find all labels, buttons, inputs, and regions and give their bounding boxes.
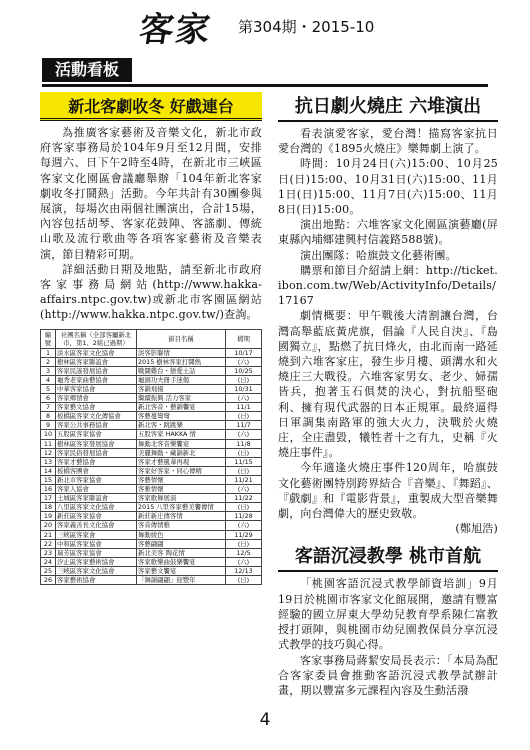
article-paragraph: 演出團隊：哈旗鼓文化藝術團。 (300, 248, 457, 262)
table-cell: 19 (41, 512, 56, 521)
table-cell: 15 (41, 475, 56, 484)
article-paragraph: 劇情概要：甲午戰後大清割讓台灣，台灣高舉藍底黃虎旗，倡論『人民自決』、『島國獨立』，點燃了抗日烽火，由北而南一路延燒到六堆客家庄，發生步月樓、頭溝水和火燒庄三大戰役。六堆客家男女、老少、婦孺皆兵，抱著玉石俱焚的決心，對抗船堅砲利、擁有現代武器的日本正規軍。最終逼得日軍調集南路軍的強大火力，決戰於火燒庄，全庄盡毀，犧牲者十之有九，史稱『火燒庄事件』。 (278, 309, 498, 460)
table-cell: 11/21 (226, 475, 262, 484)
table-cell: 樹林區客家發展協會 (56, 439, 137, 448)
table-cell: 22 (41, 539, 56, 548)
table-cell: (日) (226, 466, 262, 475)
left-paragraph: 為推廣客家藝術及音樂文化，新北市政府客家事務局於104年9月至12月間，安排每週六、日下午2時至4時，在新北市三峽區客家文化園區會議廳舉辦「104年新北客家劇收冬打鬪熱」活動。今年共計有30團參與展演，每場次由兩個社團演出，合計15場，內容包括胡琴、客家花鼓陣、客謠劇、傳統山歌及流行歌曲等各項客家藝術及音樂表演，節目精彩可期。 (40, 126, 262, 261)
right-headline-2: 客語沉浸教學 桃市首航 (278, 542, 498, 572)
table-cell: 1 (41, 348, 56, 357)
table-cell: 16 (41, 485, 56, 494)
section-rule (42, 84, 488, 87)
table-cell: 舞動北客音樂饗宴 (137, 439, 226, 448)
table-cell: 戰鬪雞台・戀愛土話 (137, 366, 226, 375)
table-cell: 淡客影聯情 (137, 348, 226, 357)
table-cell: 龜頭功夫冊手迷偈 (137, 375, 226, 384)
table-row (41, 412, 262, 421)
table-cell: (六) (226, 430, 262, 439)
table-cell: 11/7 (226, 421, 262, 430)
table-cell: 10/17 (226, 348, 262, 357)
table-cell: 12 (41, 448, 56, 457)
table-cell: 3 (41, 366, 56, 375)
table-row (41, 366, 262, 375)
table-cell: 客家鄉情會 (56, 394, 137, 403)
table-cell: 五股區客家協會 (56, 430, 137, 439)
table-cell: (日) (226, 412, 262, 421)
table-cell: 2015 樹林客家打鬪熱 (137, 357, 226, 366)
table-cell: 9 (41, 421, 56, 430)
table-cell: 11/15 (226, 457, 262, 466)
table-cell: 八里區客家文化協會 (56, 503, 137, 512)
left-headline: 新北客劇收冬 好戲連台 (40, 92, 262, 121)
table-row (41, 403, 262, 412)
article-paragraph: 演出地點：六堆客家文化園區演藝廳(屏東縣內埔鄉建興村信義路588號)。 (278, 218, 498, 247)
table-cell: 客家藝文饗宴 (137, 566, 226, 575)
newspaper-logo: 客家 (136, 10, 215, 50)
table-cell: 7 (41, 403, 56, 412)
left-column (40, 92, 262, 585)
table-cell: 新北客・跳跳樂 (137, 421, 226, 430)
table-cell: 客家歌樂曲鼓樂饗宴 (137, 557, 226, 566)
table-cell: (日) (226, 375, 262, 384)
table-row (41, 448, 262, 457)
table-cell: (日) (226, 448, 262, 457)
left-paragraph: 詳細活動日期及地點，請至新北市政府客家事務局網站(http://www.hakka-affairs.ntpc.gov.tw)或新北市客園區網站(http://www.hakka.ntpc.gov.tw/)查詢。 (40, 262, 262, 322)
table-cell: 客家義善長文化協會 (56, 521, 137, 530)
table-row (41, 548, 262, 557)
table-cell: 土城區客家聯誼會 (56, 494, 137, 503)
table-row (41, 385, 262, 394)
table-cell: 客韻飛揚 (137, 385, 226, 394)
table-row (41, 557, 262, 566)
table-row (41, 466, 262, 475)
table-cell: 客家好客家・同心傳精 (137, 466, 226, 475)
table-cell: 10/31 (226, 385, 262, 394)
table-cell: 14 (41, 466, 56, 475)
table-row (41, 575, 262, 584)
section-label: 活動看板 (42, 58, 132, 82)
table-cell: 客家歌舞展演 (137, 494, 226, 503)
table-cell: (六) (226, 485, 262, 494)
table-row (41, 530, 262, 539)
table-cell: 五股客家 HAKKA 情 (137, 430, 226, 439)
table-cell: 客藝蔓彎彎 (137, 412, 226, 421)
table-cell: 客家藝文協會 (56, 403, 137, 412)
table-cell: 客家人協會 (56, 485, 137, 494)
article-paragraph: 客家事務局蔣絜安局長表示：「本局為配合客家委員會推動客語沉浸式教學試辦計畫，期以豐富多元課程內容及生動活潑 (278, 653, 498, 697)
table-cell: 中和區客家協會 (56, 539, 137, 548)
table-cell: (六) (226, 394, 262, 403)
table-cell: (六) (226, 557, 262, 566)
table-cell: 新北市客家協會 (56, 475, 137, 484)
table-cell: (六) (226, 357, 262, 366)
table-cell: 客音傳情雅 (137, 521, 226, 530)
article-paragraph: 時間：10月24日(六)15:00、10月25日(日)15:00、10月31日(六)15:00、11月1日(日)15:00、11月7日(六)15:00、11月8日(日)15:00。 (278, 157, 498, 217)
table-row (41, 475, 262, 484)
author-signature: (鄭旭浩) (455, 522, 498, 536)
table-cell: 三峽區客家文化協會 (56, 566, 137, 575)
table-cell: (日) (226, 503, 262, 512)
table-cell: 客藝翩翩 (137, 539, 226, 548)
table-cell: 11/1 (226, 403, 262, 412)
table-row (41, 521, 262, 530)
table-cell: 5 (41, 385, 56, 394)
table-cell: 11 (41, 439, 56, 448)
table-cell: 新北美客 陶花情 (137, 548, 226, 557)
article-paragraph: 「桃園客語沉浸式教學師資培訓」9月19日於桃園市客家文化館展開，邀請有豐富經驗的國立屏東大學幼兒教育學系陳仁富教授打頭陣，與桃園市幼兒園教保員分享沉浸式教學的技巧與心得。 (278, 577, 498, 652)
table-cell: 新北客音・藝韻饗宴 (137, 403, 226, 412)
table-cell: 新莊區客家協會 (56, 512, 137, 521)
table-cell: 客藝情懷 (137, 475, 226, 484)
article-paragraph: 今年適逢火燒庄事件120周年，哈旗鼓文化藝術團特別跨界結合『音樂』、『舞蹈』、『戲劇』和『電影背景』，重製成大型音樂舞劇，向台灣偉大的歷史致敬。 (278, 461, 498, 521)
table-cell: 2 (41, 357, 56, 366)
table-cell: 板橋客團會 (56, 466, 137, 475)
table-row (41, 539, 262, 548)
table-cell: 客家才藝風華再現 (137, 457, 226, 466)
header-cell: 社團名稱（全部客屬新北市，第1、2組已過期） (56, 329, 137, 348)
table-cell: (日) (226, 575, 262, 584)
table-cell: 板橋區客家文化傳協會 (56, 412, 137, 421)
table-cell: 21 (41, 530, 56, 539)
table-cell: 淡水區客家文化協會 (56, 348, 137, 357)
header-cell: 節目名稱 (137, 329, 226, 348)
table-cell: 客家公共事務協會 (56, 421, 137, 430)
article-paragraph: 看表演愛客家，愛台灣！描寫客家抗日愛台灣的《1895火燒庄》樂舞劇上演了。 (278, 127, 498, 156)
table-cell: 繼續振興 活力客家 (137, 394, 226, 403)
table-cell: 10 (41, 430, 56, 439)
table-row (41, 503, 262, 512)
table-cell: 10/25 (226, 366, 262, 375)
right-headline-1: 抗日劇火燒庄 六堆演出 (278, 92, 498, 122)
table-row (41, 348, 262, 357)
table-row (41, 357, 262, 366)
table-cell: 18 (41, 503, 56, 512)
table-cell: 2015 八里客家藝美饗傳情 (137, 503, 226, 512)
table-cell: 客家民謠發展協會 (56, 366, 137, 375)
table-row (41, 457, 262, 466)
table-row (41, 494, 262, 503)
table-cell: 23 (41, 548, 56, 557)
table-cell: 汐止區客家藝術協會 (56, 557, 137, 566)
table-cell: 美麗舞動・藏韻新北 (137, 448, 226, 457)
article-paragraph: 購票和節目介紹請上網：http://ticket.ibon.com.tw/Web/ActivityInfo/Details/17167 (278, 263, 498, 308)
header-cell: 檔期 (226, 329, 262, 348)
table-cell: 24 (41, 557, 56, 566)
table-cell: 「舞韻翩翩」迎豐年 (137, 575, 226, 584)
table-cell: 瑞芳區客家協會 (56, 548, 137, 557)
table-cell: 8 (41, 412, 56, 421)
table-cell: 25 (41, 566, 56, 575)
table-cell: 4 (41, 375, 56, 384)
table-cell: 17 (41, 494, 56, 503)
table-cell: 11/29 (226, 530, 262, 539)
page-number: 4 (259, 710, 271, 730)
table-cell: 12/5 (226, 548, 262, 557)
table-cell: 三峽區客家會 (56, 530, 137, 539)
table-cell: 新莊新庄傳客情 (137, 512, 226, 521)
table-cell: 龜秀老家曲藝協會 (56, 375, 137, 384)
table-cell: 13 (41, 457, 56, 466)
table-cell: 客家才藝協會 (56, 457, 137, 466)
table-cell: 11/22 (226, 494, 262, 503)
issue-info: 第304期・2015-10 (238, 18, 375, 36)
table-row (41, 485, 262, 494)
table-cell: 6 (41, 394, 56, 403)
table-cell: 舞動綾色 (137, 530, 226, 539)
table-cell: 客家民俗發展協會 (56, 448, 137, 457)
table-cell: 11/8 (226, 439, 262, 448)
table-cell: (日) (226, 539, 262, 548)
table-cell: (六) (226, 521, 262, 530)
table-cell: 客家藝術協會 (56, 575, 137, 584)
table-row (41, 421, 262, 430)
table-row (41, 566, 262, 575)
header-cell: 編號 (41, 329, 56, 348)
table-cell: 中華客家協會 (56, 385, 137, 394)
masthead (0, 0, 530, 50)
table-row (41, 430, 262, 439)
table-cell: 樹林區客家聯誼會 (56, 357, 137, 366)
schedule-table (40, 329, 262, 585)
table-header-row (41, 329, 262, 348)
table-cell: 11/28 (226, 512, 262, 521)
table-cell: 客雅情懷 (137, 485, 226, 494)
table-cell: 26 (41, 575, 56, 584)
table-cell: 12/13 (226, 566, 262, 575)
table-row (41, 394, 262, 403)
table-row (41, 375, 262, 384)
table-cell: 20 (41, 521, 56, 530)
schedule-body (41, 348, 262, 584)
table-row (41, 512, 262, 521)
right-column (278, 92, 498, 698)
table-row (41, 439, 262, 448)
